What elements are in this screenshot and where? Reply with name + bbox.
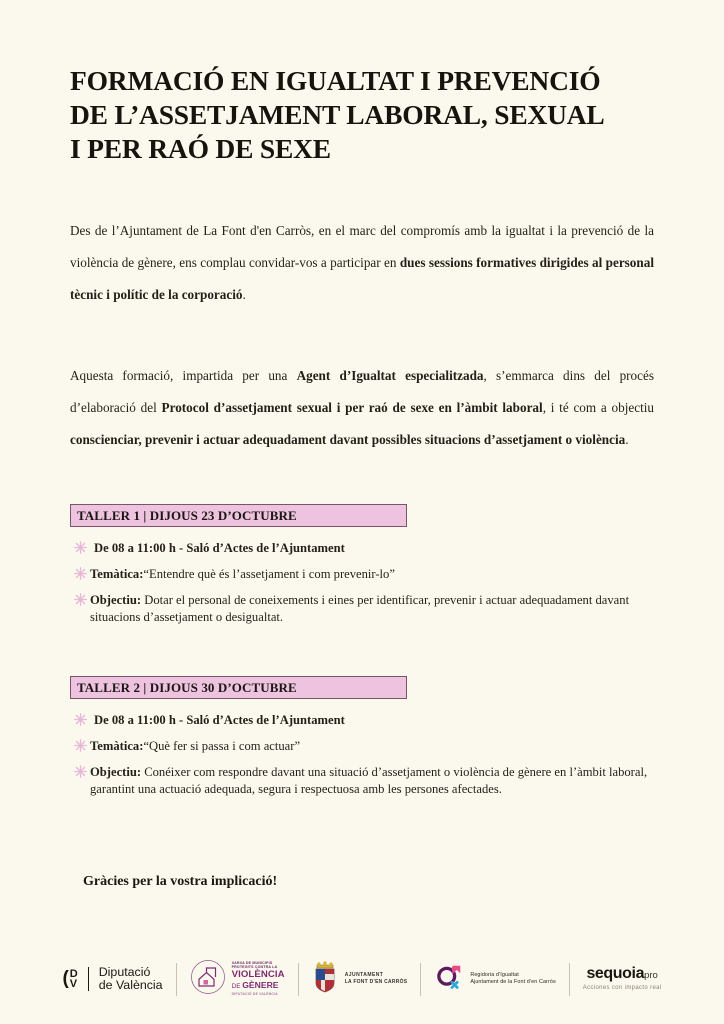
regidoria-line-2: Ajuntament de la Font d’en Carròs (470, 979, 556, 985)
regidoria-line-1: Regidoria d’Igualtat (470, 971, 519, 978)
violencia-top-line-2: PROTEGITS CONTRA LA (231, 965, 278, 970)
dv-monogram-icon: ( D V (62, 967, 78, 990)
workshop-2-schedule-row (70, 712, 660, 729)
diputacio-line-2: de València (98, 978, 163, 992)
sparkle-icon (70, 540, 90, 554)
context-text-bold-2: Protocol d’assetjament sexual i per raó de sexe en l’àmbit laboral (161, 400, 543, 415)
workshop-1-band-label: TALLER 1 | DIJOUS 23 D’OCTUBRE (77, 507, 297, 523)
context-text-part-2: , s’emmarca dins del procés d’elaboració del (70, 368, 654, 415)
logo-violencia-de-genere (177, 955, 298, 1003)
workshop-1-objective (90, 592, 660, 626)
intro-text-part-2: . (242, 287, 246, 302)
logo-regidoria-digualtat (421, 955, 568, 1003)
sparkle-icon (70, 592, 90, 606)
workshop-2-band (70, 676, 407, 699)
house-shield-icon (190, 959, 226, 1000)
sparkle-icon (70, 738, 90, 752)
workshop-2-topic-label: Temàtica: (90, 739, 144, 753)
dv-letter-d: D (69, 967, 78, 980)
workshop-1-band (70, 504, 407, 527)
workshop-2-objective (90, 764, 660, 798)
logo-diputacio-de-valencia (49, 955, 175, 1003)
sparkle-icon (70, 566, 90, 580)
sequoia-tagline: Acciones con impacto real (582, 985, 662, 991)
workshop-1-objective-row (70, 592, 660, 626)
title-line-2: DE L’ASSETJAMENT LABORAL, SEXUAL (70, 99, 605, 130)
workshop-2-objective-value: Conéixer com respondre davant una situació d’assetjament o violència de gènere en l’àmbit laboral, garantint una actuació adequada, segura i respectuosa amb les persones afectades. (90, 765, 648, 796)
context-text-part-4: . (625, 432, 629, 447)
workshop-1-topic-label: Temàtica: (90, 567, 144, 581)
workshop-2-schedule: De 08 a 11:00 h - Saló d’Actes de l’Ajuntament (94, 713, 345, 727)
page-title (70, 64, 670, 166)
workshop-2-topic (90, 738, 660, 755)
title-line-1: FORMACIÓ EN IGUALTAT I PREVENCIÓ (70, 65, 601, 96)
sequoia-name: sequoia (586, 965, 645, 982)
workshop-1-objective-value: Dotar el personal de coneixements i eines per identificar, prevenir i actuar adequadament davant situacions d’assetjament o desigualtat. (90, 593, 630, 624)
context-text-bold-3: conscienciar, prevenir i actuar adequadament davant possibles situacions d’assetjament o violència (70, 432, 626, 447)
closing-message: Gràcies per la vostra implicació! (83, 874, 278, 889)
violencia-top-line-1: XARXA DE MUNICIPIS (231, 960, 273, 965)
ajuntament-line-2: LA FONT D’EN CARRÒS (344, 979, 408, 985)
workshop-1-topic-row (70, 566, 660, 583)
workshop-2-band-label: TALLER 2 | DIJOUS 30 D’OCTUBRE (77, 679, 297, 695)
workshop-2-objective-label: Objectiu: (90, 765, 142, 779)
violencia-sub-prefix: DE (231, 983, 243, 991)
intro-text-bold-1: dues sessions formatives dirigides al personal tècnic i polític de la corporació (70, 255, 654, 302)
workshop-2-topic-value: “Què fer si passa i com actuar” (143, 739, 301, 753)
sparkle-icon (70, 764, 90, 778)
violencia-main: VIOLÈNCIA (231, 968, 285, 980)
workshop-2-details (70, 712, 660, 807)
workshop-1-details (70, 540, 660, 635)
workshop-1-objective-label: Objectiu: (90, 593, 142, 607)
dv-divider (88, 967, 89, 991)
footer-logo-strip (0, 948, 724, 1010)
coat-of-arms-icon (312, 961, 338, 998)
violencia-sub: GÈNERE (242, 980, 279, 991)
workshop-1-schedule-row (70, 540, 660, 557)
gender-equality-icon (434, 962, 464, 997)
workshop-2-objective-row (70, 764, 660, 798)
logo-ajuntament-la-font-den-carros (299, 955, 421, 1003)
intro-paragraph (70, 215, 654, 311)
ajuntament-line-1: AJUNTAMENT (344, 972, 384, 978)
intro-text-part-1: Des de l’Ajuntament de La Font d'en Carròs, en el marc del compromís amb la igualtat i la prevenció de la violència de gènere, ens complau convidar-vos a participar en (70, 223, 654, 270)
workshop-1-topic-value: “Entendre què és l’assetjament i com prevenir-lo” (143, 567, 395, 581)
logo-sequoia-pro (570, 955, 675, 1003)
sparkle-icon (70, 712, 90, 726)
dv-letter-v: V (69, 978, 78, 990)
workshop-1-schedule: De 08 a 11:00 h - Saló d’Actes de l’Ajuntament (94, 541, 345, 555)
workshop-2-topic-row (70, 738, 660, 755)
context-paragraph (70, 360, 654, 456)
workshop-1-topic (90, 566, 660, 583)
context-text-bold-1: Agent d’Igualtat especialitzada (296, 368, 484, 383)
sequoia-suffix: pro (644, 970, 658, 981)
context-text-part-1: Aquesta formació, impartida per una (70, 368, 297, 383)
violencia-foot: DIPUTACIÓ DE VALÈNCIA (231, 992, 278, 997)
context-text-part-3: , i té com a objectiu (542, 400, 655, 415)
diputacio-line-1: Diputació (98, 964, 151, 979)
title-line-3: I PER RAÓ DE SEXE (70, 133, 331, 164)
